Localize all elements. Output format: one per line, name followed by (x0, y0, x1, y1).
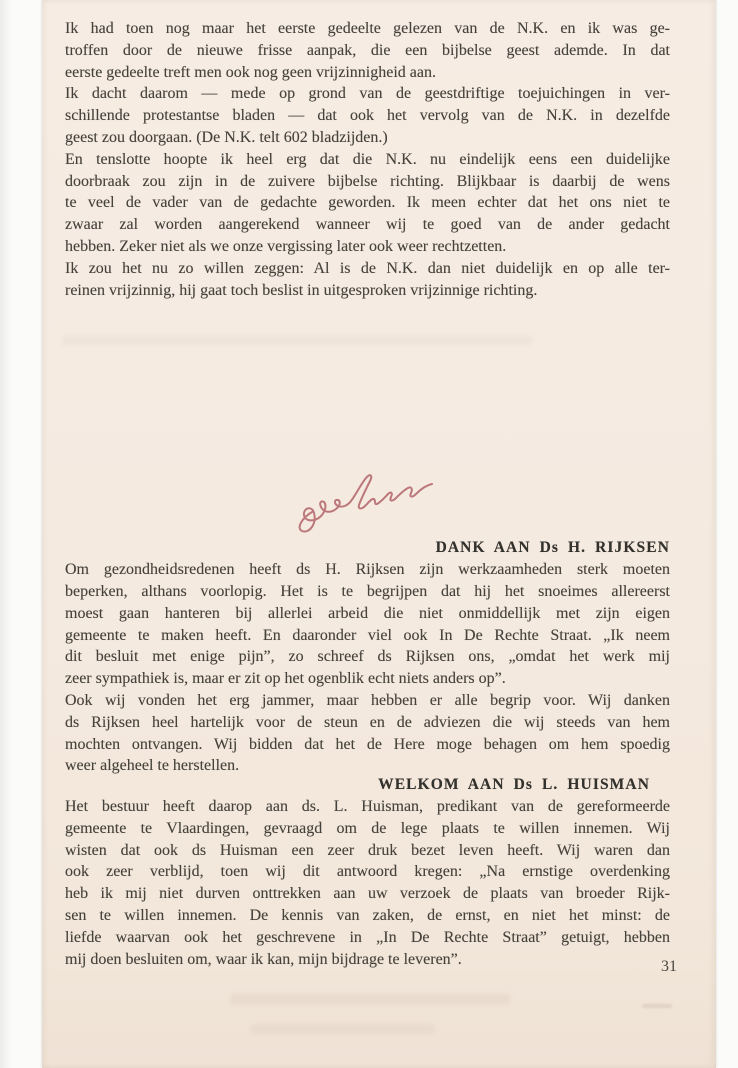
handwritten-signature (290, 472, 450, 534)
paragraph (65, 83, 670, 148)
text-line: moest gaan hanteren bij allerlei arbeid die niet onmiddellijk met zijn eigen (65, 604, 670, 622)
paper-sheet (42, 0, 716, 1068)
page-number: 31 (661, 958, 677, 975)
text-line: weer algeheel te herstellen. (65, 757, 240, 775)
text-line: gemeente te maken heeft. En daaronder viel ook In De Rechte Straat. „Ik neem (65, 626, 670, 644)
text-line: gemeente te Vlaardingen, gevraagd om de lege plaats te willen innemen. Wij (65, 819, 670, 837)
text-line: dit besluit met enige pijn”, zo schreef ds Rijksen ons, „omdat het werk mij (65, 648, 670, 666)
text-line: wisten dat ook ds Huisman een zeer druk bezet leven heeft. Wij waren dan (65, 841, 670, 859)
text-line: doorbraak zou zijn in de zuivere bijbelse richting. Blijkbaar is daarbij de wens (65, 172, 670, 190)
paragraph (65, 258, 670, 302)
bleed-through-smudge (250, 1024, 435, 1034)
section-heading-welkom: WELKOM AAN Ds L. HUISMAN (378, 776, 650, 794)
text-line: heb ik mij niet durven onttrekken aan uw verzoek de plaats van broeder Rijk- (65, 885, 670, 903)
text-line: zwaar zal worden aangerekend wanneer wij te goed van de ander gedacht (65, 216, 670, 234)
text-line: mochten ontvangen. Wij bidden dat het de Here moge behagen om hem spoedig (65, 735, 670, 753)
text-line: Ook wij vonden het erg jammer, maar hebben er alle begrip voor. Wij danken (65, 691, 670, 709)
bleed-through-smudge (230, 994, 510, 1005)
text-line: ook zeer verblijd, toen wij dit antwoord kregen: „Na ernstige overdenking (65, 863, 670, 881)
signature-scrawl-icon (290, 472, 450, 534)
bleed-through-smudge (62, 336, 532, 345)
text-line: liefde waarvan ook het geschrevene in „In De Rechte Straat” getuigt, hebben (65, 928, 670, 946)
paragraph (65, 796, 670, 970)
text-line: geest zou doorgaan. (De N.K. telt 602 bladzijden.) (65, 128, 388, 146)
text-line: eerste gedeelte treft men ook nog geen vrijzinnigheid aan. (65, 63, 436, 81)
section-heading-dank: DANK AAN Ds H. RIJKSEN (435, 539, 670, 557)
text-line: hebben. Zeker niet als we onze vergissing later ook weer rechtzetten. (65, 237, 507, 255)
text-line: troffen door de nieuwe frisse aanpak, die een bijbelse geest ademde. In dat (65, 41, 670, 59)
paragraph (65, 559, 670, 690)
ink-speck (642, 1004, 672, 1008)
text-line: te veel de vader van de gedachte geworden. Ik meen echter dat het ons niet te (65, 194, 670, 212)
paragraph (65, 149, 670, 258)
text-line: schillende protestantse bladen — dat ook het vervolg van de N.K. in dezelfde (65, 107, 670, 125)
text-line: reinen vrijzinnig, hij gaat toch beslist in uitgesproken vrijzinnige richting. (65, 281, 538, 299)
text-line: Het bestuur heeft daarop aan ds. L. Huisman, predikant van de gereformeerde (65, 797, 670, 815)
paragraph (65, 18, 670, 83)
text-line: mij doen besluiten om, waar ik kan, mijn bijdrage te leveren”. (65, 950, 462, 968)
text-line: Ik zou het nu zo willen zeggen: Al is de N.K. dan niet duidelijk en op alle ter- (65, 259, 670, 277)
text-line: Ik had toen nog maar het eerste gedeelte gelezen van de N.K. en ik was ge- (65, 20, 670, 37)
text-line: zeer sympathiek is, maar er zit op het ogenblik echt niets anders op”. (65, 670, 506, 688)
text-line: Ik dacht daarom — mede op grond van de geestdriftige toejuichingen in ver- (65, 85, 670, 103)
scan-edge-shade (0, 0, 12, 1068)
text-line: ds Rijksen heel hartelijk voor de steun en de adviezen die wij steeds van hem (65, 713, 670, 731)
text-line: sen te willen innemen. De kennis van zaken, de ernst, en niet het minst: de (65, 906, 670, 924)
text-line: En tenslotte hoopte ik heel erg dat die N.K. nu eindelijk eens een duidelijke (65, 150, 670, 168)
text-line: Om gezondheidsredenen heeft ds H. Rijksen zijn werkzaamheden sterk moeten (65, 561, 670, 579)
text-line: beperken, althans voorlopig. Het is te begrijpen dat hij het snoeimes allereerst (65, 582, 670, 600)
paragraph (65, 690, 670, 777)
